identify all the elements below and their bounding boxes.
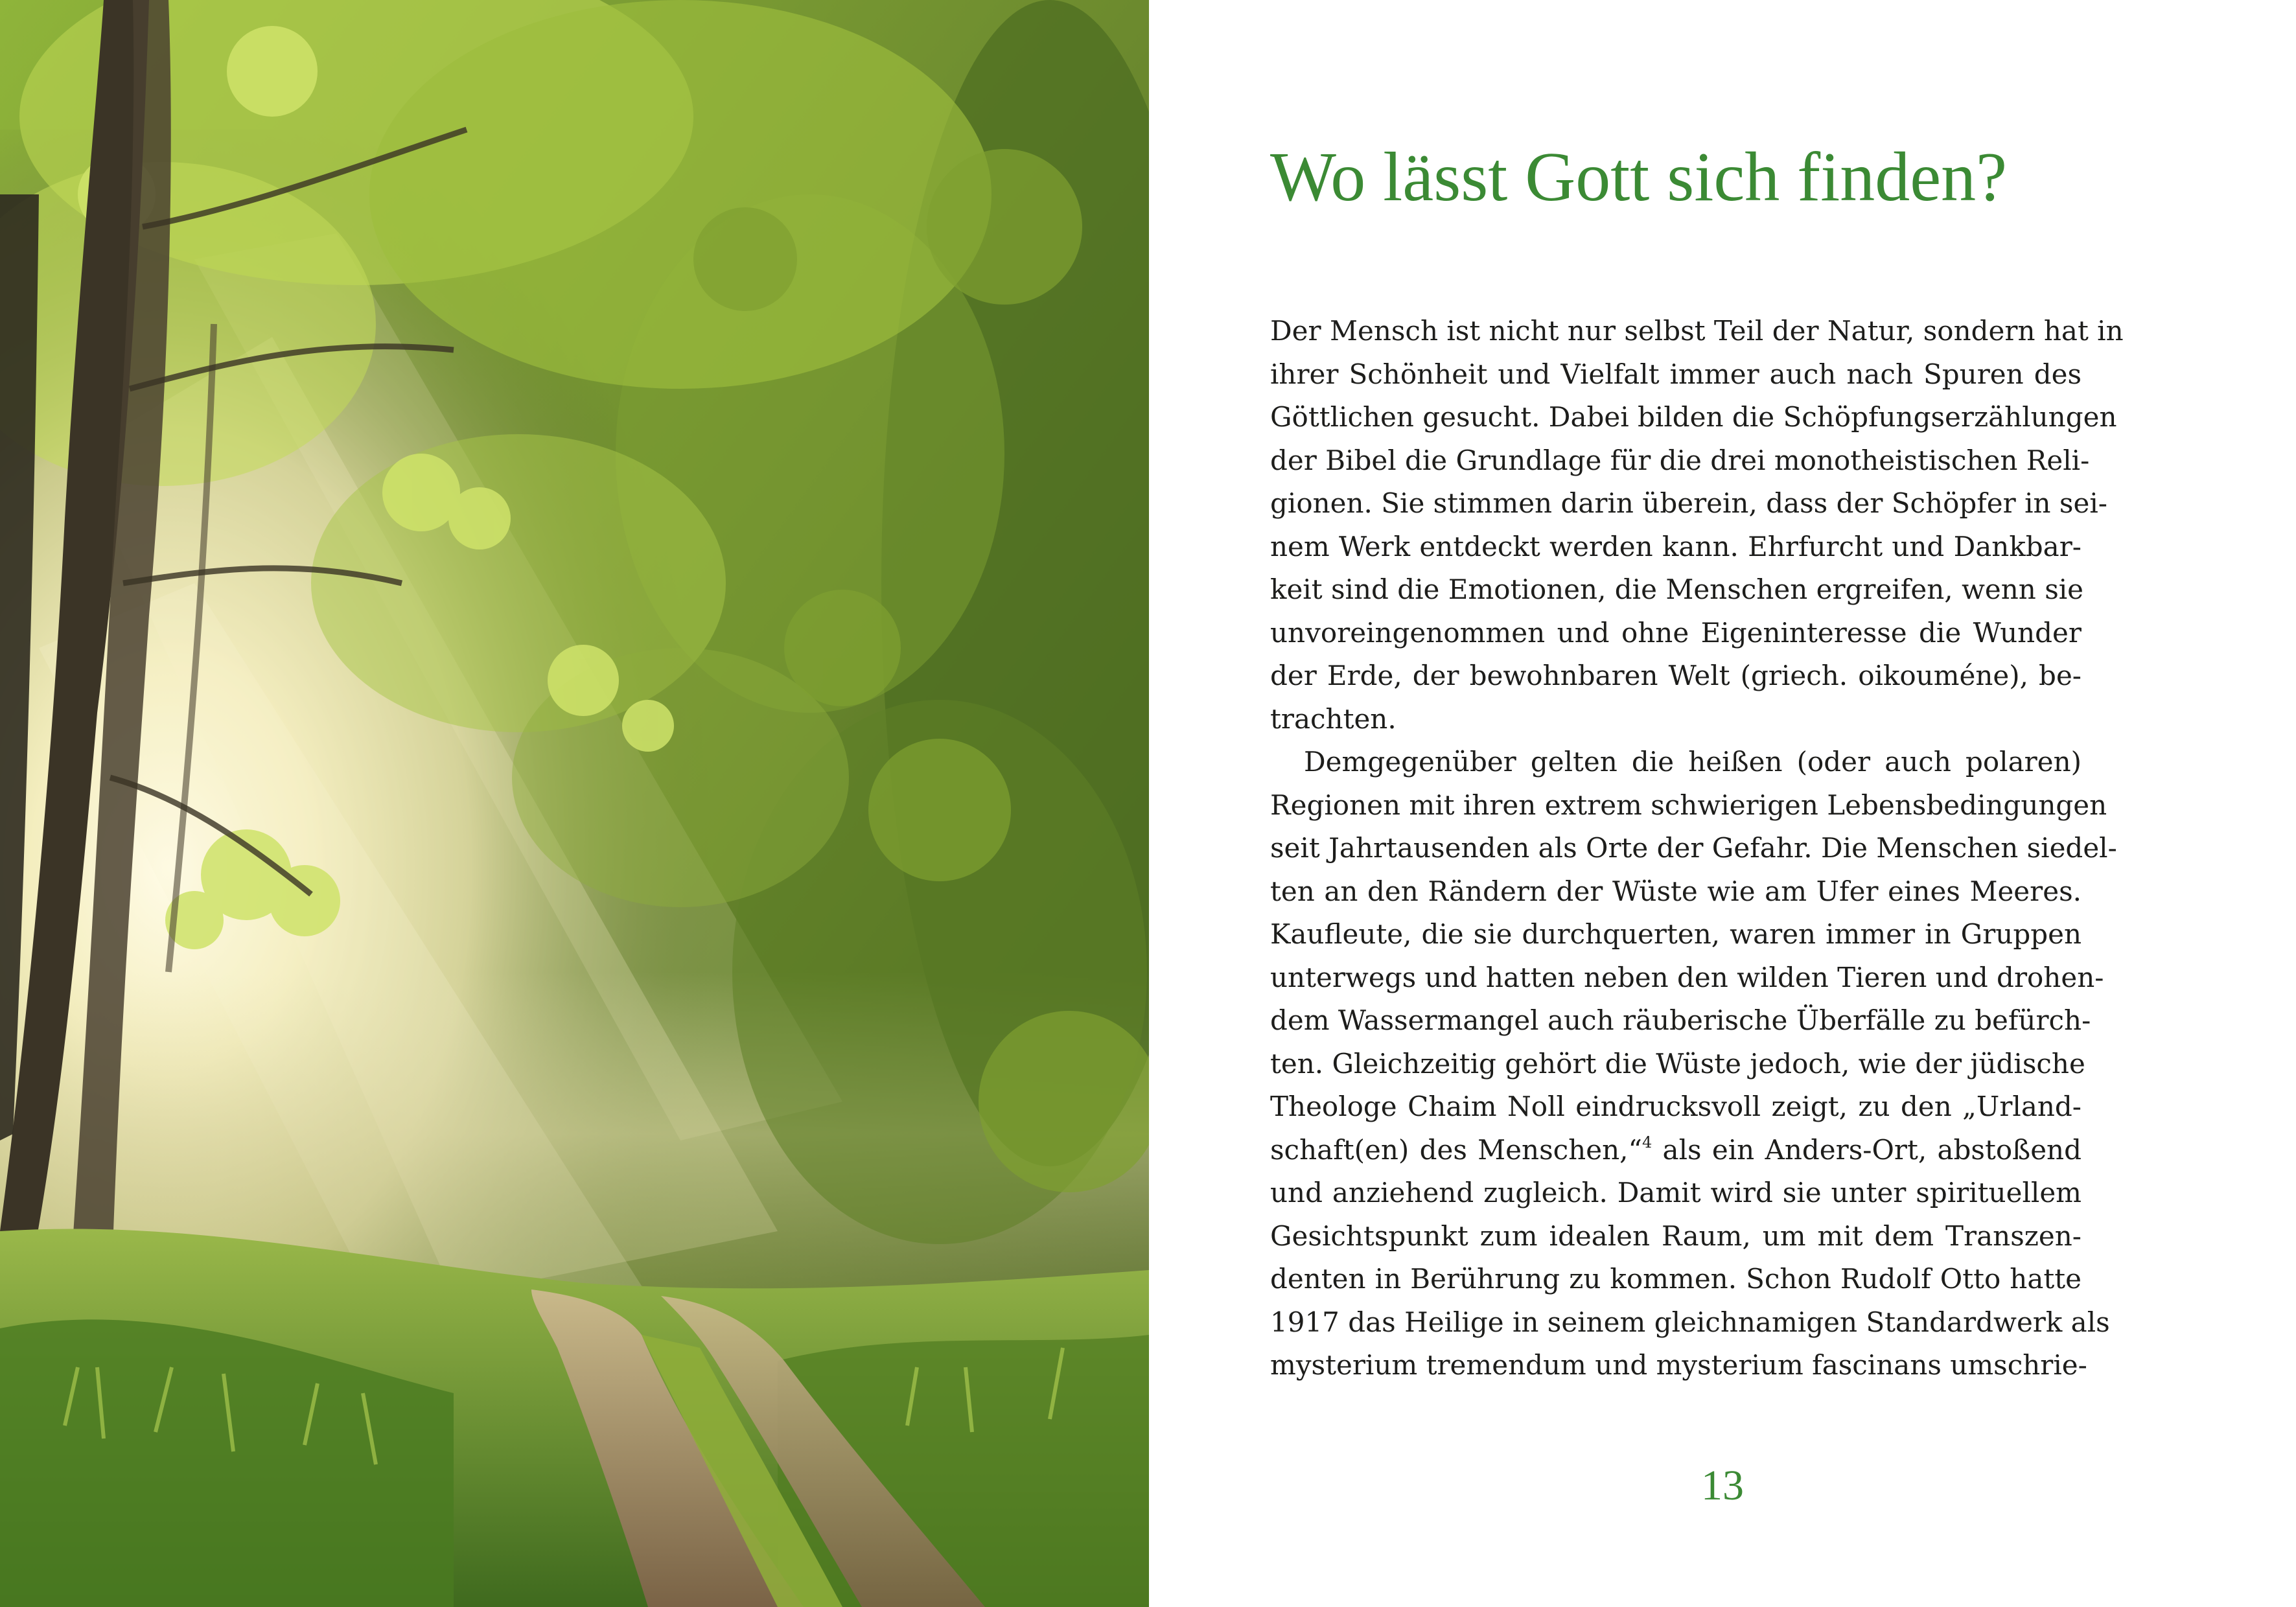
text-line: gionen. Sie stimmen darin überein, dass der Schöpfer in sei- xyxy=(1270,487,2107,519)
text-line: und anziehend zugleich. Damit wird sie unter spirituellem xyxy=(1270,1177,2081,1208)
text-line: unterwegs und hatten neben den wilden Tieren und drohen- xyxy=(1270,961,2104,993)
text-line: trachten. xyxy=(1270,702,1397,735)
page-title: Wo lässt Gott sich finden? xyxy=(1270,139,2008,216)
text-line: ihrer Schönheit und Vielfalt immer auch nach Spuren des xyxy=(1270,358,2081,390)
text-line: denten in Berührung zu kommen. Schon Rudolf Otto hatte xyxy=(1270,1263,2081,1295)
text-page xyxy=(1149,0,2296,1607)
text-line: der Bibel die Grundlage für die drei monotheistischen Reli- xyxy=(1270,444,2090,476)
text-line: 1917 das Heilige in seinem gleichnamigen Standardwerk als xyxy=(1270,1306,2110,1338)
text-fragment: als ein Anders-Ort, abstoßend xyxy=(1652,1133,2081,1166)
text-line: dem Wassermangel auch räuberische Überfälle zu befürch- xyxy=(1270,1004,2091,1036)
body-text xyxy=(1270,310,2124,1387)
text-line: Theologe Chaim Noll eindrucksvoll zeigt, zu den „Urland- xyxy=(1270,1091,2081,1122)
text-line: der Erde, der bewohnbaren Welt (griech. oikouméne), be- xyxy=(1270,660,2081,691)
footnote-marker: 4 xyxy=(1641,1133,1652,1151)
text-line: nem Werk entdeckt werden kann. Ehrfurcht und Dankbar- xyxy=(1270,530,2081,562)
text-line: Regionen mit ihren extrem schwierigen Lebensbedingungen xyxy=(1270,789,2107,821)
text-line: seit Jahrtausenden als Orte der Gefahr. Die Menschen siedel- xyxy=(1270,832,2117,864)
text-line: keit sind die Emotionen, die Menschen ergreifen, wenn sie xyxy=(1270,573,2084,605)
text-line: Kaufleute, die sie durchquerten, waren immer in Gruppen xyxy=(1270,918,2081,950)
text-line: Demgegenüber gelten die heißen (oder auch polaren) xyxy=(1304,746,2081,778)
text-line: mysterium tremendum und mysterium fascinans umschrie- xyxy=(1270,1349,2087,1381)
text-line: Gesichtspunkt zum idealen Raum, um mit dem Transzen- xyxy=(1270,1220,2081,1252)
text-line: ten. Gleichzeitig gehört die Wüste jedoch, wie der jüdische xyxy=(1270,1047,2085,1080)
text-line: Göttlichen gesucht. Dabei bilden die Schöpfungserzählungen xyxy=(1270,401,2117,433)
text-line-with-footnote xyxy=(1270,1129,2081,1172)
page-number: 13 xyxy=(1701,1462,1744,1509)
text-fragment: schaft(en) des Menschen,“ xyxy=(1270,1133,1642,1166)
text-line: Der Mensch ist nicht nur selbst Teil der Natur, sondern hat in xyxy=(1270,315,2124,347)
text-line: ten an den Rändern der Wüste wie am Ufer eines Meeres. xyxy=(1270,875,2081,907)
text-line: unvoreingenommen und ohne Eigeninteresse die Wunder xyxy=(1270,616,2081,649)
